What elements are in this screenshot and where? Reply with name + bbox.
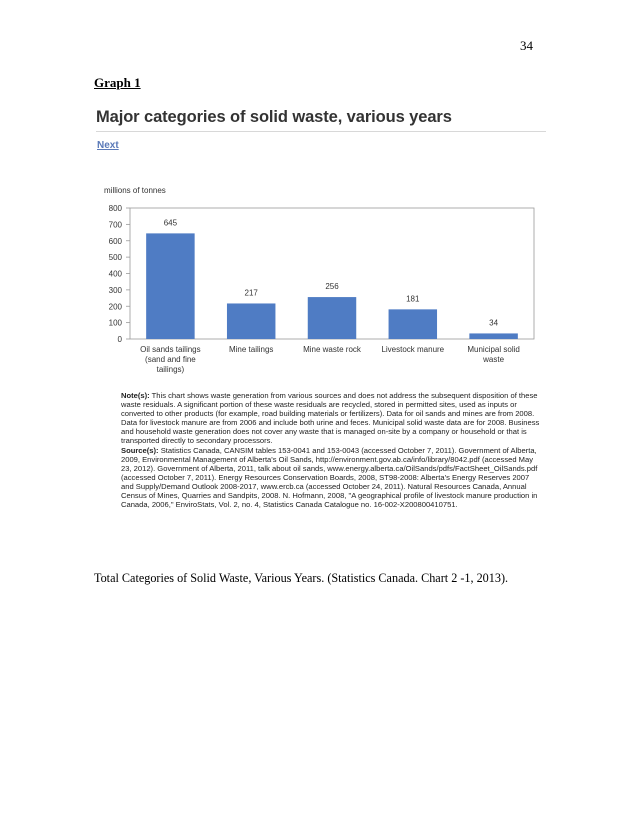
source-text: Statistics Canada, CANSIM tables 153-0041 and 153-0043 (accessed October 7, 2011). Government of Alberta, 2009, Environmental Management of Alberta's Oil Sands, http://environment.gov.ab.ca/info/library/8042.pdf (accessed May 23, 2012). Government of Alberta, 2011, talk about oil sands, www.energy.alberta.ca/OilSands/pdfs/FactSheet_OilSands.pdf (accessed October 7, 2011). Energy Resources Conservation Boards, 2008, ST98-2008: Alberta's Energy Reserves 2007 and Supply/Demand Outlook 2008-2017, www.ercb.ca (accessed October 24, 2011). Natural Resources Canada, Annual Census of Mines, Quarries and Sandpits, 2008. N. Hofmann, 2008, "A geographical profile of livestock manure production in Canada, 2006," EnviroStats, Vol. 2, no. 4, Statistics Canada Catalogue no. 16-002-X200800410751.	[121, 445, 538, 510]
data-label: 217	[244, 288, 258, 298]
y-tick-label: 400	[108, 269, 122, 279]
data-label: 34	[489, 318, 499, 328]
note-label: Note(s):	[121, 391, 150, 400]
y-tick-label: 100	[108, 318, 122, 328]
x-tick-label: Mine tailings	[228, 345, 274, 354]
bar	[308, 297, 356, 339]
y-tick-label: 300	[108, 285, 122, 295]
bar	[469, 333, 517, 339]
graph-caption: Total Categories of Solid Waste, Various Years. (Statistics Canada. Chart 2 -1, 2013).	[94, 571, 509, 585]
y-tick-label: 700	[108, 220, 122, 230]
x-tick-label: Oil sands tailings	[140, 345, 201, 354]
y-tick-label: 0	[117, 335, 122, 344]
note-paragraph	[121, 391, 541, 446]
x-tick-label: (sand and fine	[145, 355, 196, 364]
x-tick-label: Municipal solid	[467, 345, 520, 354]
y-tick-label: 500	[108, 253, 122, 263]
figure-notes	[121, 391, 541, 509]
data-label: 181	[406, 294, 420, 304]
x-tick-label: Livestock manure	[381, 345, 445, 354]
y-axis-label: millions of tonnes	[104, 186, 166, 195]
page-number: 34	[520, 38, 533, 53]
source-label: Source(s):	[121, 445, 159, 455]
note-text: This chart shows waste generation from various sources and does not address the subsequent disposition of these waste residuals. A significant portion of these waste residuals are recycled, stored in permitted sites, used as inputs or converted to other products (for example, road building materials or fertilizers). Data for oil sands and mines are from 2008. Data for livestock manure are from 2006 and include both urine and feces. Municipal solid waste data are for 2008. Business and household waste generation does not cover any waste that is managed on-site by a company or household or that is transported directly to secondary processors.	[121, 391, 540, 446]
next-link[interactable]: Next	[97, 140, 119, 151]
title-divider	[96, 131, 546, 132]
graph-heading: Graph 1	[94, 75, 141, 90]
bar-chart	[92, 180, 542, 380]
x-tick-label: waste	[483, 355, 505, 364]
y-tick-label: 600	[108, 236, 122, 246]
data-label: 256	[325, 282, 339, 292]
y-tick-label: 200	[108, 302, 122, 312]
bar	[146, 233, 194, 339]
figure-title: Major categories of solid waste, various years	[96, 108, 452, 126]
x-tick-label: Mine waste rock	[303, 345, 361, 354]
bar	[227, 303, 275, 339]
bar	[389, 309, 437, 339]
data-label: 645	[163, 218, 178, 228]
y-tick-label: 800	[108, 204, 122, 213]
source-paragraph	[121, 446, 541, 510]
x-tick-label: tailings)	[156, 365, 185, 374]
